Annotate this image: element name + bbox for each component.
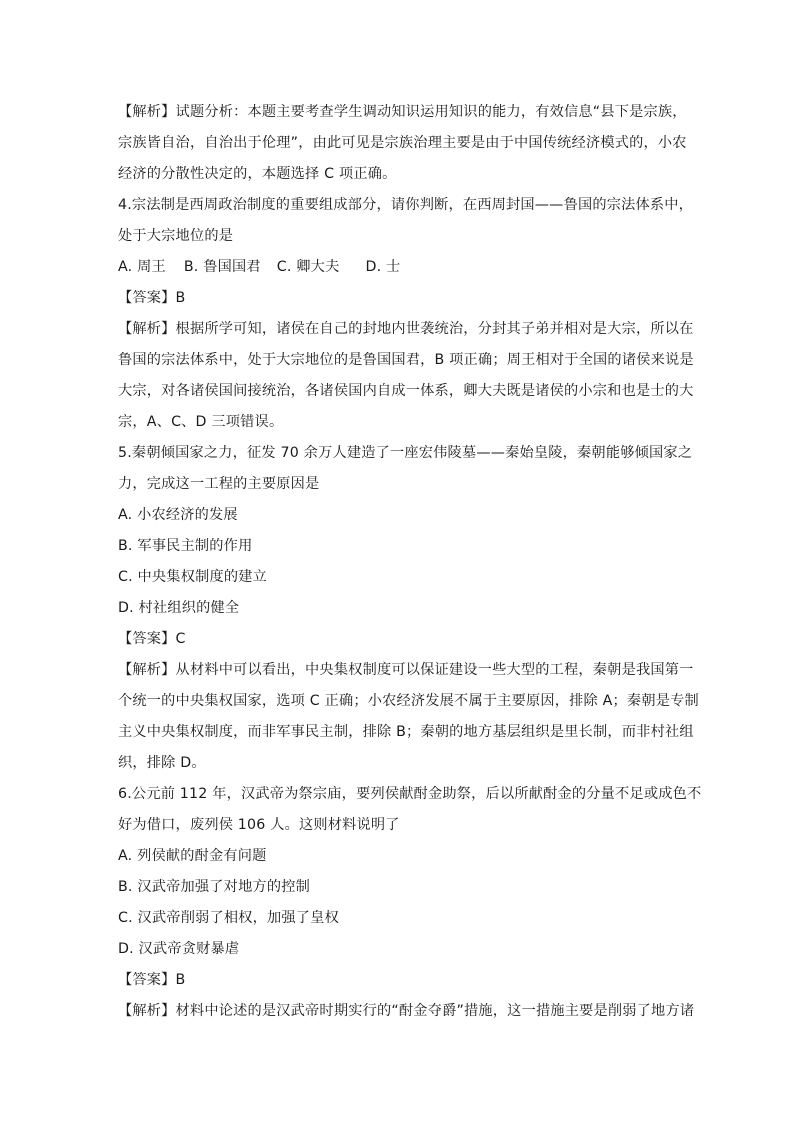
text-line: 经济的分散性决定的，本题选择 C 项正确。 <box>118 166 397 182</box>
text-line: 力，完成这一工程的主要原因是 <box>118 476 320 492</box>
text-line: 鲁国的宗法体系中，处于大宗地位的是鲁国国君，B 项正确；周王相对于全国的诸侯来说是 <box>118 352 694 368</box>
text-line: C. 中央集权制度的建立 <box>118 569 268 585</box>
text-line: 【答案】B <box>118 972 186 988</box>
text-line: 宗族皆自治，自治出于伦理”，由此可见是宗族治理主要是由于中国传统经济模式的，小农 <box>118 135 687 151</box>
text-line: B. 军事民主制的作用 <box>118 538 253 554</box>
text-line: 大宗，对各诸侯国间接统治，各诸侯国内自成一体系，卿大夫既是诸侯的小宗和也是士的大 <box>118 383 694 399</box>
text-line: 【解析】试题分析：本题主要考查学生调动知识运用知识的能力，有效信息“县下是宗族， <box>118 104 687 120</box>
option-item: C. 卿大夫 <box>276 259 340 275</box>
text-line: 4.宗法制是西周政治制度的重要组成部分，请你判断，在西周封国——鲁国的宗法体系中， <box>118 197 694 213</box>
text-line: B. 汉武帝加强了对地方的控制 <box>118 879 311 895</box>
text-line: C. 汉武帝削弱了相权，加强了皇权 <box>118 910 339 926</box>
text-line: 织，排除 D。 <box>118 755 206 771</box>
text-line: 【答案】B <box>118 290 186 306</box>
text-line: 主义中央集权制度，而非军事民主制，排除 B；秦朝的地方基层组织是里长制，而非村社组 <box>118 724 694 740</box>
text-line: 好为借口，废列侯 106 人。这则材料说明了 <box>118 817 400 833</box>
text-line: 个统一的中央集权国家，选项 C 正确；小农经济发展不属于主要原因，排除 A；秦朝是专制 <box>118 693 699 709</box>
inline-options-row <box>118 252 678 283</box>
option-item: B. 鲁国国君 <box>183 259 261 275</box>
document-page <box>118 97 702 1027</box>
option-item: A. 周王 <box>118 259 166 275</box>
text-line: 【解析】根据所学可知，诸侯在自己的封地内世袭统治，分封其子弟并相对是大宗，所以在 <box>118 321 694 337</box>
text-line: A. 列侯献的酎金有问题 <box>118 848 267 864</box>
option-item: D. 士 <box>365 259 401 275</box>
text-line: 【解析】从材料中可以看出，中央集权制度可以保证建设一些大型的工程，秦朝是我国第一 <box>118 662 694 678</box>
text-line: 【答案】C <box>118 631 186 647</box>
text-line: D. 村社组织的健全 <box>118 600 240 616</box>
text-line: 5.秦朝倾国家之力，征发 70 余万人建造了一座宏伟陵墓——秦始皇陵，秦朝能够倾国家之 <box>118 445 693 461</box>
text-line: 6.公元前 112 年，汉武帝为祭宗庙，要列侯献酎金助祭，后以所献酎金的分量不足或成色不 <box>118 786 702 802</box>
text-line: 宗，A、C、D 三项错误。 <box>118 414 284 430</box>
text-line: A. 小农经济的发展 <box>118 507 238 523</box>
text-line: 处于大宗地位的是 <box>118 228 234 244</box>
text-line: 【解析】材料中论述的是汉武帝时期实行的“酎金夺爵”措施，这一措施主要是削弱了地方诸 <box>118 1003 695 1019</box>
text-line: D. 汉武帝贪财暴虐 <box>118 941 240 957</box>
